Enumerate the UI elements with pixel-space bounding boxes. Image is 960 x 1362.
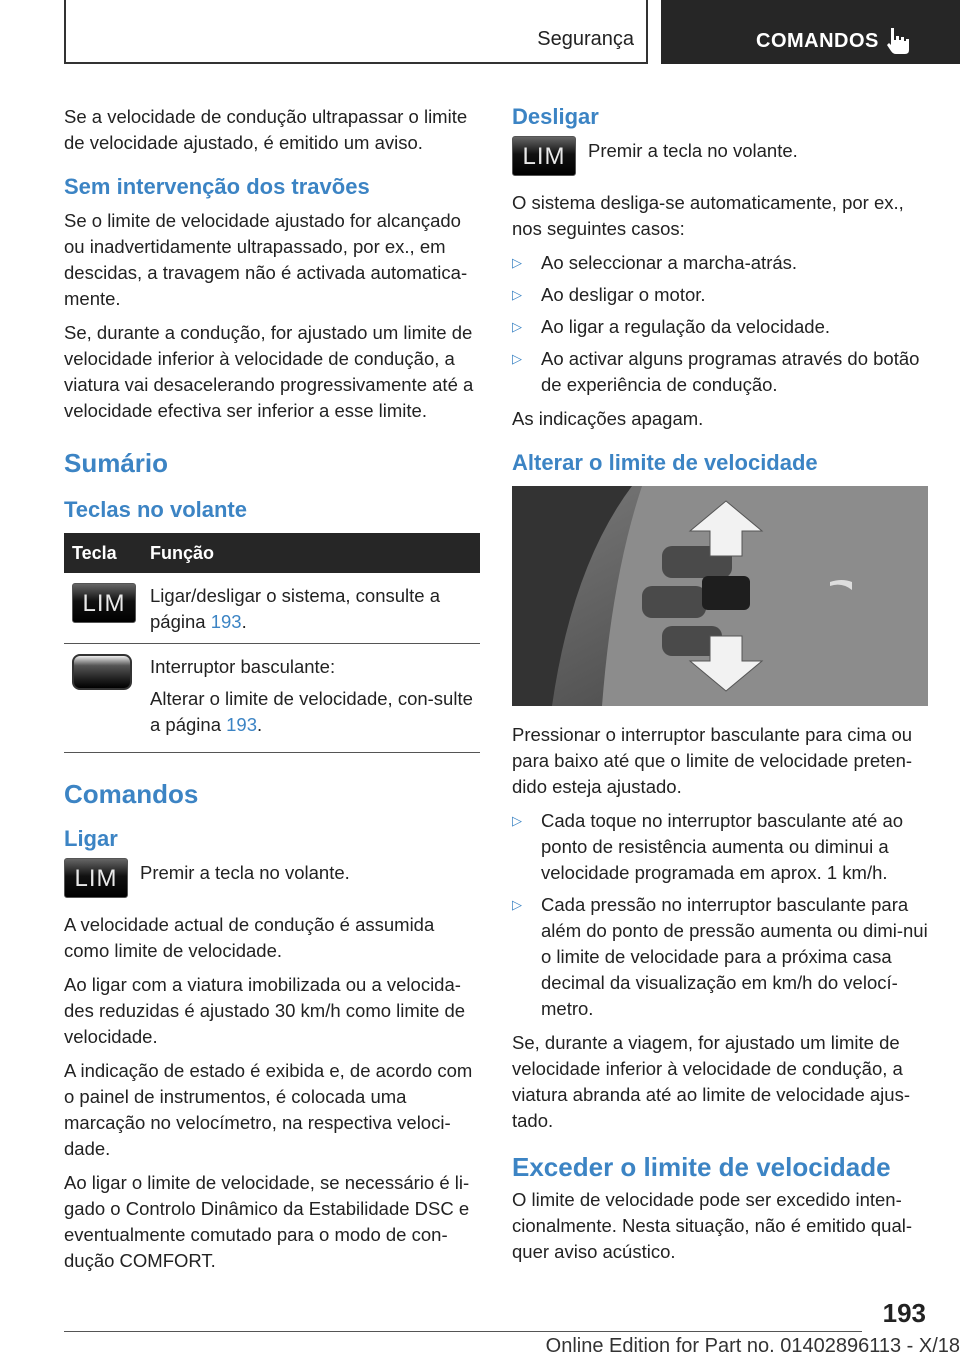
row2-text-1: Interruptor basculante: [150,656,336,677]
switch-off-text: Premir a tecla no volante. [588,140,798,161]
heading-controls: Comandos [64,779,199,809]
heading-exceed-limit: Exceder o limite de velocidade [512,1152,891,1182]
change-limit-paragraph: Pressionar o interruptor basculante para cima ou para baixo até que o limite de velocidade preten-dido esteja ajustado. [512,724,913,797]
header-tab [661,0,960,64]
no-brake-paragraph-2: Se, durante a condução, for ajustado um limite de velocidade inferior à velocidade de condução, a viatura vai desacelerando progressivamente até a velocidade efectiva ser inferior a esse limite. [64,322,474,421]
pointing-hand-icon [885,26,911,56]
switch-off-instruction [512,138,928,176]
page-number: 193 [882,1298,926,1328]
change-limit-list [512,808,928,1022]
header-section-box [64,0,648,64]
lim-button-icon: LIM [64,858,128,898]
triangle-bullet-icon: ▷ [512,897,522,912]
lim-button-icon: LIM [512,136,576,176]
header-tab-label: COMANDOS [756,30,879,52]
left-column [64,104,480,1282]
triangle-bullet-icon: ▷ [512,813,522,828]
intro-paragraph: Se a velocidade de condução ultrapassar o limite de velocidade ajustado, é emitido um aviso. [64,106,468,153]
header-section-title: Segurança [537,28,634,50]
page-reference-link[interactable]: 193 [226,714,257,735]
change-limit-end-paragraph: Se, durante a viagem, for ajustado um limite de velocidade inferior à velocidade de condução, a viatura abranda até ao limite de velocidade ajus-tado. [512,1032,910,1131]
heading-summary: Sumário [64,448,169,478]
exceed-limit-paragraph: O limite de velocidade pode ser excedido inten-cionalmente. Nesta situação, não é emitido qual-quer aviso acústico. [512,1189,913,1262]
heading-no-brake: Sem intervenção dos travões [64,174,370,199]
heading-steering-keys: Teclas no volante [64,497,247,522]
switch-on-text: Premir a tecla no volante. [140,862,350,883]
table-header-function: Função [142,533,480,573]
heading-change-limit: Alterar o limite de velocidade [512,450,818,475]
list-item: ▷ Cada toque no interruptor basculante até ao ponto de resistência aumenta ou diminui a velocidade programada em aprox. 1 km/h. [512,810,904,883]
triangle-bullet-icon: ▷ [512,255,522,270]
rocker-switch-icon [72,654,132,690]
row2-text-2: Alterar o limite de velocidade, con-sulte a página [150,688,473,735]
table-header-key: Tecla [64,533,142,573]
switch-on-instruction [64,860,480,898]
table-row: LIM Ligar/desligar o sistema, consulte a página 193. [64,573,480,644]
switch-off-paragraph: O sistema desliga-se automaticamente, por ex., nos seguintes casos: [512,192,904,239]
triangle-bullet-icon: ▷ [512,351,522,366]
table-row: Interruptor basculante: Alterar o limite de velocidade, con-sulte a página 193. [64,644,480,753]
footer-divider [64,1331,862,1332]
switch-on-paragraph-2: Ao ligar com a viatura imobilizada ou a velocida-des reduzidas é ajustado 30 km/h como limite de velocidade. [64,974,466,1047]
row1-text: Ligar/desligar o sistema, consulte a página [150,585,440,632]
switch-on-paragraph-1: A velocidade actual de condução é assumida como limite de velocidade. [64,914,435,961]
switch-off-end-paragraph: As indicações apagam. [512,408,704,429]
triangle-bullet-icon: ▷ [512,319,522,334]
page-reference-link[interactable]: 193 [210,611,242,632]
triangle-bullet-icon: ▷ [512,287,522,302]
lim-button-icon: LIM [72,583,136,623]
list-item: ▷ Ao ligar a regulação da velocidade. [512,314,928,340]
list-item: ▷ Ao seleccionar a marcha-atrás. [512,250,928,276]
switch-on-paragraph-4: Ao ligar o limite de velocidade, se necessário é li-gado o Controlo Dinâmico da Estabilidade DSC e eventualmente comutado para o modo de con-dução COMFORT. [64,1172,470,1271]
list-item: ▷ Ao desligar o motor. [512,282,928,308]
switch-off-list [512,250,928,398]
footer-edition: Online Edition for Part no. 01402896113 - X/18 [545,1335,960,1357]
steering-wheel-image [512,486,928,706]
switch-on-paragraph-3: A indicação de estado é exibida e, de acordo com o painel de instrumentos, é colocada uma marcação no velocímetro, na respectiva veloci-dade. [64,1060,473,1159]
keys-table [64,533,480,753]
no-brake-paragraph-1: Se o limite de velocidade ajustado for alcançado ou inadvertidamente ultrapassado, por ex., em descidas, a travagem não é activada automatica-mente. [64,210,468,309]
heading-switch-off: Desligar [512,104,599,129]
list-item: ▷ Cada pressão no interruptor basculante para além do ponto de pressão aumenta ou dimi-nui o limite de velocidade para a próxima casa decimal da visualização em km/h do velocí-metro. [512,894,928,1019]
list-item: ▷ Ao activar alguns programas através do botão de experiência de condução. [512,348,920,395]
right-column [512,104,928,1273]
heading-switch-on: Ligar [64,826,118,851]
